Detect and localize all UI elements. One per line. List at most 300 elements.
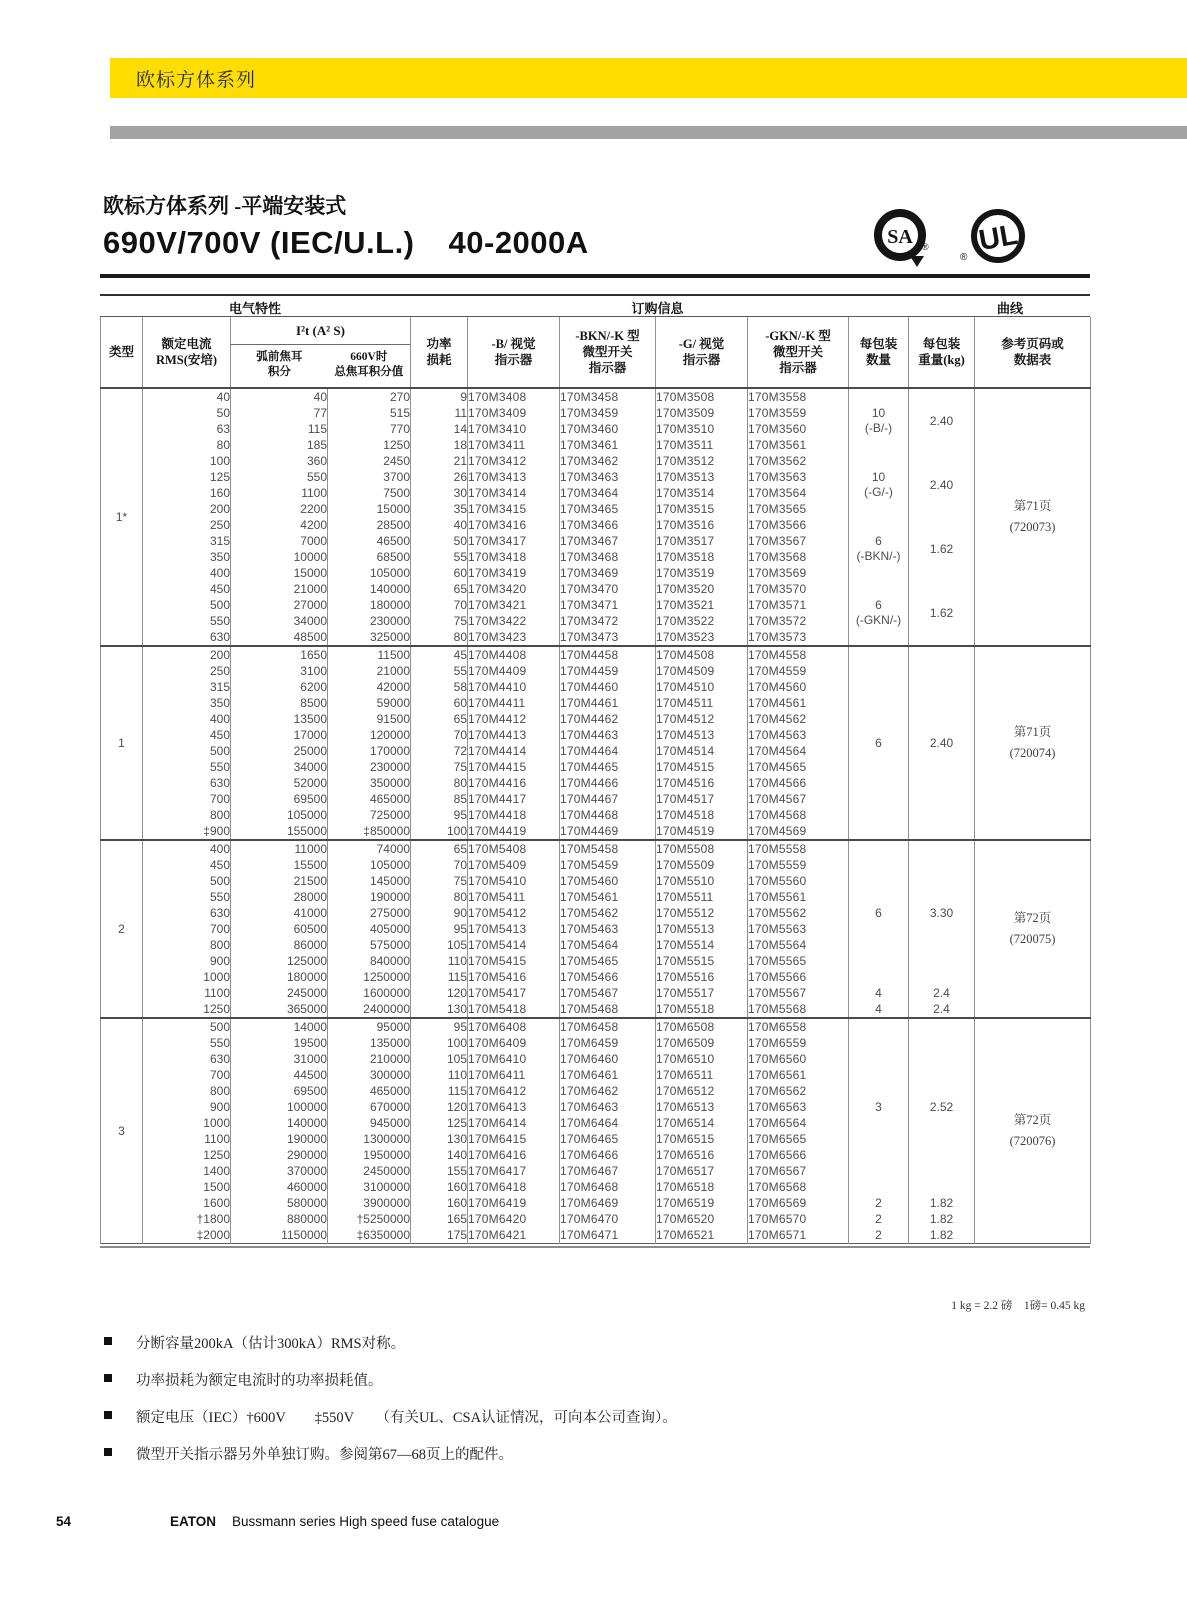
pack-qty-cell: 6 (-BKN/-) [849, 517, 909, 581]
power-loss-cell: 9 [411, 388, 468, 405]
part-number-g-cell: 170M6512 [656, 1083, 748, 1099]
pack-weight-cell: 2.4 [909, 985, 975, 1001]
power-loss-cell: 120 [411, 985, 468, 1001]
part-number-b-cell: 170M6412 [468, 1083, 560, 1099]
arc-i2t-cell: 140000 [231, 1115, 328, 1131]
fuse-type-cell: 1* [101, 388, 143, 646]
fuse-type-cell: 3 [101, 1018, 143, 1244]
pack-weight-cell: 2.4 [909, 1001, 975, 1018]
part-number-b-cell: 170M4419 [468, 823, 560, 840]
total-i2t-cell: 275000 [328, 905, 411, 921]
total-i2t-cell: 120000 [328, 727, 411, 743]
power-loss-cell: 95 [411, 921, 468, 937]
total-i2t-cell: 2400000 [328, 1001, 411, 1018]
table-row [101, 517, 1091, 533]
arc-i2t-cell: 2200 [231, 501, 328, 517]
footnote-text: 功率损耗为额定电流时的功率损耗值。 [136, 1373, 383, 1389]
arc-i2t-cell: 17000 [231, 727, 328, 743]
part-number-gkn-cell: 170M6562 [748, 1083, 849, 1099]
power-loss-cell: 18 [411, 437, 468, 453]
part-number-bkn-cell: 170M3471 [560, 597, 656, 613]
arc-i2t-cell: 365000 [231, 1001, 328, 1018]
total-i2t-cell: ‡6350000 [328, 1227, 411, 1244]
arc-i2t-cell: 69500 [231, 791, 328, 807]
arc-i2t-cell: 155000 [231, 823, 328, 840]
part-number-b-cell: 170M5415 [468, 953, 560, 969]
table-row [101, 1227, 1091, 1244]
total-i2t-cell: 515 [328, 405, 411, 421]
power-loss-cell: 30 [411, 485, 468, 501]
rated-current-cell: ‡900 [143, 823, 231, 840]
total-i2t-cell: 2450000 [328, 1163, 411, 1179]
rated-current-cell: 400 [143, 565, 231, 581]
part-number-gkn-cell: 170M6567 [748, 1163, 849, 1179]
col-header-indicator-bkn: -BKN/-K 型 微型开关 指示器 [560, 317, 656, 388]
part-number-gkn-cell: 170M3564 [748, 485, 849, 501]
part-number-b-cell: 170M5411 [468, 889, 560, 905]
part-number-b-cell: 170M3413 [468, 469, 560, 485]
part-number-g-cell: 170M3509 [656, 405, 748, 421]
part-number-g-cell: 170M6514 [656, 1115, 748, 1131]
part-number-b-cell: 170M4410 [468, 679, 560, 695]
rated-current-cell: 80 [143, 437, 231, 453]
part-number-gkn-cell: 170M3559 [748, 405, 849, 421]
power-loss-cell: 75 [411, 873, 468, 889]
page-subtitle [103, 225, 589, 261]
power-loss-cell: 45 [411, 646, 468, 663]
total-i2t-cell: 7500 [328, 485, 411, 501]
part-number-bkn-cell: 170M3467 [560, 533, 656, 549]
part-number-g-cell: 170M5518 [656, 1001, 748, 1018]
part-number-bkn-cell: 170M5463 [560, 921, 656, 937]
part-number-b-cell: 170M5418 [468, 1001, 560, 1018]
part-number-g-cell: 170M6518 [656, 1179, 748, 1195]
table-row [101, 1195, 1091, 1211]
fuse-table-wrap [100, 294, 1090, 1248]
rated-current-cell: 63 [143, 421, 231, 437]
part-number-gkn-cell: 170M4564 [748, 743, 849, 759]
table-row [101, 1211, 1091, 1227]
part-number-g-cell: 170M3522 [656, 613, 748, 629]
pack-qty-cell: 3 [849, 1018, 909, 1195]
part-number-b-cell: 170M3419 [468, 565, 560, 581]
part-number-b-cell: 170M5417 [468, 985, 560, 1001]
part-number-gkn-cell: 170M3566 [748, 517, 849, 533]
part-number-g-cell: 170M4513 [656, 727, 748, 743]
arc-i2t-cell: 460000 [231, 1179, 328, 1195]
rated-current-cell: 700 [143, 791, 231, 807]
svg-text:SA: SA [887, 226, 913, 248]
part-number-g-cell: 170M6516 [656, 1147, 748, 1163]
part-number-gkn-cell: 170M3572 [748, 613, 849, 629]
total-i2t-cell: 140000 [328, 581, 411, 597]
power-loss-cell: 80 [411, 629, 468, 646]
power-loss-cell: 14 [411, 421, 468, 437]
part-number-gkn-cell: 170M5560 [748, 873, 849, 889]
part-number-g-cell: 170M5517 [656, 985, 748, 1001]
part-number-gkn-cell: 170M3573 [748, 629, 849, 646]
part-number-bkn-cell: 170M3468 [560, 549, 656, 565]
power-loss-cell: 165 [411, 1211, 468, 1227]
part-number-bkn-cell: 170M6462 [560, 1083, 656, 1099]
part-number-gkn-cell: 170M6561 [748, 1067, 849, 1083]
arc-i2t-cell: 880000 [231, 1211, 328, 1227]
part-number-gkn-cell: 170M5568 [748, 1001, 849, 1018]
part-number-bkn-cell: 170M4461 [560, 695, 656, 711]
total-i2t-cell: 270 [328, 388, 411, 405]
power-loss-cell: 155 [411, 1163, 468, 1179]
fuse-table-body [101, 388, 1091, 1244]
rated-current-cell: 500 [143, 743, 231, 759]
total-i2t-cell: 3100000 [328, 1179, 411, 1195]
table-row [101, 840, 1091, 857]
part-number-gkn-cell: 170M6570 [748, 1211, 849, 1227]
part-number-gkn-cell: 170M4569 [748, 823, 849, 840]
rated-current-cell: 800 [143, 1083, 231, 1099]
rated-current-cell: 50 [143, 405, 231, 421]
part-number-g-cell: 170M3516 [656, 517, 748, 533]
part-number-b-cell: 170M3421 [468, 597, 560, 613]
col-header-arc-i2t: 弧前焦耳 积分 [256, 350, 303, 378]
col-header-pack-weight: 每包装 重量(kg) [909, 317, 975, 388]
rated-current-cell: 1500 [143, 1179, 231, 1195]
rated-current-cell: 400 [143, 711, 231, 727]
part-number-gkn-cell: 170M3570 [748, 581, 849, 597]
power-loss-cell: 95 [411, 807, 468, 823]
total-i2t-cell: 68500 [328, 549, 411, 565]
page-title-block [103, 190, 589, 261]
rated-current-cell: 1000 [143, 969, 231, 985]
part-number-gkn-cell: 170M5564 [748, 937, 849, 953]
pack-weight-cell: 1.62 [909, 517, 975, 581]
part-number-g-cell: 170M6517 [656, 1163, 748, 1179]
rated-current-cell: 125 [143, 469, 231, 485]
part-number-bkn-cell: 170M6469 [560, 1195, 656, 1211]
part-number-b-cell: 170M4416 [468, 775, 560, 791]
pack-weight-cell: 2.40 [909, 646, 975, 840]
part-number-bkn-cell: 170M5464 [560, 937, 656, 953]
part-number-gkn-cell: 170M6566 [748, 1147, 849, 1163]
power-loss-cell: 110 [411, 1067, 468, 1083]
part-number-bkn-cell: 170M3458 [560, 388, 656, 405]
fuse-type-cell: 2 [101, 840, 143, 1018]
part-number-g-cell: 170M5510 [656, 873, 748, 889]
part-number-g-cell: 170M6513 [656, 1099, 748, 1115]
total-i2t-cell: 180000 [328, 597, 411, 613]
col-header-pack-qty: 每包装 数量 [849, 317, 909, 388]
arc-i2t-cell: 180000 [231, 969, 328, 985]
rated-current-cell: 1600 [143, 1195, 231, 1211]
part-number-g-cell: 170M5516 [656, 969, 748, 985]
part-number-bkn-cell: 170M5458 [560, 840, 656, 857]
part-number-b-cell: 170M3408 [468, 388, 560, 405]
part-number-bkn-cell: 170M3461 [560, 437, 656, 453]
total-i2t-cell: ‡850000 [328, 823, 411, 840]
pack-qty-cell: 4 [849, 1001, 909, 1018]
footnote-item [104, 1369, 677, 1390]
power-loss-cell: 21 [411, 453, 468, 469]
total-i2t-cell: 1250 [328, 437, 411, 453]
rated-current-cell: 630 [143, 775, 231, 791]
arc-i2t-cell: 550 [231, 469, 328, 485]
arc-i2t-cell: 21000 [231, 581, 328, 597]
part-number-gkn-cell: 170M4568 [748, 807, 849, 823]
part-number-gkn-cell: 170M3563 [748, 469, 849, 485]
i2t-title: I²t (A² S) [231, 317, 410, 345]
power-loss-cell: 26 [411, 469, 468, 485]
arc-i2t-cell: 19500 [231, 1035, 328, 1051]
part-number-bkn-cell: 170M6459 [560, 1035, 656, 1051]
arc-i2t-cell: 10000 [231, 549, 328, 565]
voltage-rating: 690V/700V (IEC/U.L.) [103, 225, 415, 260]
rated-current-cell: 1100 [143, 1131, 231, 1147]
page-number: 54 [56, 1514, 72, 1529]
power-loss-cell: 70 [411, 857, 468, 873]
part-number-g-cell: 170M3521 [656, 597, 748, 613]
part-number-b-cell: 170M6417 [468, 1163, 560, 1179]
total-i2t-cell: 840000 [328, 953, 411, 969]
part-number-g-cell: 170M3514 [656, 485, 748, 501]
part-number-g-cell: 170M4518 [656, 807, 748, 823]
part-number-g-cell: 170M3520 [656, 581, 748, 597]
power-loss-cell: 55 [411, 663, 468, 679]
part-number-gkn-cell: 170M6558 [748, 1018, 849, 1035]
rated-current-cell: 1100 [143, 985, 231, 1001]
total-i2t-cell: 190000 [328, 889, 411, 905]
part-number-b-cell: 170M3412 [468, 453, 560, 469]
pack-weight-cell: 2.40 [909, 388, 975, 453]
part-number-b-cell: 170M3416 [468, 517, 560, 533]
gray-divider [110, 126, 1187, 139]
total-i2t-cell: 725000 [328, 807, 411, 823]
arc-i2t-cell: 15500 [231, 857, 328, 873]
rated-current-cell: 315 [143, 679, 231, 695]
pack-qty-cell: 10 (-G/-) [849, 453, 909, 517]
csa-logo [872, 208, 932, 268]
power-loss-cell: 105 [411, 937, 468, 953]
total-i2t-cell: 1600000 [328, 985, 411, 1001]
part-number-bkn-cell: 170M3462 [560, 453, 656, 469]
part-number-g-cell: 170M6519 [656, 1195, 748, 1211]
arc-i2t-cell: 7000 [231, 533, 328, 549]
rated-current-cell: 350 [143, 695, 231, 711]
part-number-g-cell: 170M3510 [656, 421, 748, 437]
part-number-bkn-cell: 170M3466 [560, 517, 656, 533]
power-loss-cell: 60 [411, 695, 468, 711]
part-number-gkn-cell: 170M4560 [748, 679, 849, 695]
total-i2t-cell: 145000 [328, 873, 411, 889]
svg-text:UL: UL [976, 218, 1021, 258]
col-header-total-i2t: 660V时 总焦耳积分值 [334, 350, 404, 378]
power-loss-cell: 115 [411, 1083, 468, 1099]
part-number-b-cell: 170M5412 [468, 905, 560, 921]
pack-qty-cell: 2 [849, 1195, 909, 1211]
rated-current-cell: 800 [143, 937, 231, 953]
power-loss-cell: 125 [411, 1115, 468, 1131]
power-loss-cell: 70 [411, 727, 468, 743]
part-number-gkn-cell: 170M3567 [748, 533, 849, 549]
col-header-reference: 参考页码或 数据表 [975, 317, 1091, 388]
part-number-b-cell: 170M3418 [468, 549, 560, 565]
power-loss-cell: 130 [411, 1001, 468, 1018]
fuse-table [100, 317, 1091, 1244]
arc-i2t-cell: 125000 [231, 953, 328, 969]
fuse-type-cell: 1 [101, 646, 143, 840]
part-number-b-cell: 170M4408 [468, 646, 560, 663]
part-number-b-cell: 170M3409 [468, 405, 560, 421]
part-number-b-cell: 170M6410 [468, 1051, 560, 1067]
power-loss-cell: 160 [411, 1179, 468, 1195]
total-i2t-cell: 1950000 [328, 1147, 411, 1163]
rated-current-cell: 100 [143, 453, 231, 469]
part-number-g-cell: 170M5508 [656, 840, 748, 857]
total-i2t-cell: 46500 [328, 533, 411, 549]
part-number-g-cell: 170M6520 [656, 1211, 748, 1227]
arc-i2t-cell: 44500 [231, 1067, 328, 1083]
part-number-bkn-cell: 170M3472 [560, 613, 656, 629]
part-number-b-cell: 170M6419 [468, 1195, 560, 1211]
rated-current-cell: 500 [143, 597, 231, 613]
part-number-g-cell: 170M6521 [656, 1227, 748, 1244]
part-number-bkn-cell: 170M6460 [560, 1051, 656, 1067]
part-number-bkn-cell: 170M6458 [560, 1018, 656, 1035]
rated-current-cell: 550 [143, 759, 231, 775]
arc-i2t-cell: 14000 [231, 1018, 328, 1035]
part-number-g-cell: 170M4512 [656, 711, 748, 727]
reference-cell: 第71页 (720073) [975, 388, 1091, 646]
pack-qty-cell: 4 [849, 985, 909, 1001]
part-number-bkn-cell: 170M3460 [560, 421, 656, 437]
part-number-bkn-cell: 170M4463 [560, 727, 656, 743]
arc-i2t-cell: 34000 [231, 759, 328, 775]
total-i2t-cell: 170000 [328, 743, 411, 759]
col-header-indicator-gkn: -GKN/-K 型 微型开关 指示器 [748, 317, 849, 388]
certification-logos [872, 208, 1032, 268]
footnote-text: 分断容量200kA（估计300kA）RMS对称。 [136, 1336, 406, 1352]
arc-i2t-cell: 100000 [231, 1099, 328, 1115]
arc-i2t-cell: 245000 [231, 985, 328, 1001]
power-loss-cell: 65 [411, 840, 468, 857]
part-number-bkn-cell: 170M5468 [560, 1001, 656, 1018]
arc-i2t-cell: 3100 [231, 663, 328, 679]
group-electrical: 电气特性 [228, 301, 281, 316]
pack-qty-cell: 10 (-B/-) [849, 388, 909, 453]
power-loss-cell: 65 [411, 711, 468, 727]
part-number-gkn-cell: 170M6560 [748, 1051, 849, 1067]
part-number-b-cell: 170M6411 [468, 1067, 560, 1083]
total-i2t-cell: 575000 [328, 937, 411, 953]
total-i2t-cell: 1250000 [328, 969, 411, 985]
part-number-g-cell: 170M4517 [656, 791, 748, 807]
arc-i2t-cell: 52000 [231, 775, 328, 791]
part-number-gkn-cell: 170M6563 [748, 1099, 849, 1115]
part-number-bkn-cell: 170M4460 [560, 679, 656, 695]
footnote-item [104, 1443, 677, 1464]
part-number-b-cell: 170M3410 [468, 421, 560, 437]
part-number-gkn-cell: 170M6559 [748, 1035, 849, 1051]
total-i2t-cell: 91500 [328, 711, 411, 727]
power-loss-cell: 140 [411, 1147, 468, 1163]
series-banner [110, 58, 1187, 98]
part-number-b-cell: 170M6414 [468, 1115, 560, 1131]
rated-current-cell: 630 [143, 905, 231, 921]
rated-current-cell: 250 [143, 517, 231, 533]
part-number-gkn-cell: 170M4563 [748, 727, 849, 743]
arc-i2t-cell: 8500 [231, 695, 328, 711]
part-number-gkn-cell: 170M6565 [748, 1131, 849, 1147]
part-number-bkn-cell: 170M5460 [560, 873, 656, 889]
arc-i2t-cell: 6200 [231, 679, 328, 695]
part-number-gkn-cell: 170M5559 [748, 857, 849, 873]
part-number-bkn-cell: 170M6465 [560, 1131, 656, 1147]
rated-current-cell: 250 [143, 663, 231, 679]
part-number-bkn-cell: 170M3465 [560, 501, 656, 517]
pack-weight-cell: 1.62 [909, 581, 975, 646]
footer-catalog-title: Bussmann series High speed fuse catalogue [232, 1514, 500, 1529]
total-i2t-cell: 770 [328, 421, 411, 437]
power-loss-cell: 115 [411, 969, 468, 985]
part-number-b-cell: 170M6408 [468, 1018, 560, 1035]
footnote-text: 微型开关指示器另外单独订购。参阅第67—68页上的配件。 [136, 1447, 513, 1463]
power-loss-cell: 70 [411, 597, 468, 613]
part-number-g-cell: 170M6511 [656, 1067, 748, 1083]
part-number-gkn-cell: 170M4567 [748, 791, 849, 807]
part-number-bkn-cell: 170M6470 [560, 1211, 656, 1227]
table-header-row [101, 317, 1091, 388]
part-number-gkn-cell: 170M3569 [748, 565, 849, 581]
part-number-g-cell: 170M4515 [656, 759, 748, 775]
rated-current-cell: 40 [143, 388, 231, 405]
power-loss-cell: 175 [411, 1227, 468, 1244]
rated-current-cell: 450 [143, 857, 231, 873]
arc-i2t-cell: 28000 [231, 889, 328, 905]
square-bullet-icon [104, 1448, 112, 1456]
total-i2t-cell: 945000 [328, 1115, 411, 1131]
reference-cell: 第72页 (720076) [975, 1018, 1091, 1244]
table-group-header [100, 294, 1090, 317]
footnote-item [104, 1406, 677, 1427]
part-number-bkn-cell: 170M4467 [560, 791, 656, 807]
power-loss-cell: 65 [411, 581, 468, 597]
power-loss-cell: 130 [411, 1131, 468, 1147]
part-number-g-cell: 170M5514 [656, 937, 748, 953]
total-i2t-cell: 2450 [328, 453, 411, 469]
part-number-gkn-cell: 170M5561 [748, 889, 849, 905]
part-number-g-cell: 170M3519 [656, 565, 748, 581]
arc-i2t-cell: 290000 [231, 1147, 328, 1163]
part-number-gkn-cell: 170M3568 [748, 549, 849, 565]
part-number-gkn-cell: 170M4558 [748, 646, 849, 663]
total-i2t-cell: 95000 [328, 1018, 411, 1035]
group-ordering: 订购信息 [631, 301, 684, 316]
rated-current-cell: 200 [143, 501, 231, 517]
rated-current-cell: 550 [143, 889, 231, 905]
arc-i2t-cell: 40 [231, 388, 328, 405]
part-number-g-cell: 170M3511 [656, 437, 748, 453]
total-i2t-cell: 350000 [328, 775, 411, 791]
part-number-gkn-cell: 170M5562 [748, 905, 849, 921]
power-loss-cell: 85 [411, 791, 468, 807]
arc-i2t-cell: 105000 [231, 807, 328, 823]
total-i2t-cell: 230000 [328, 759, 411, 775]
power-loss-cell: 40 [411, 517, 468, 533]
part-number-bkn-cell: 170M6463 [560, 1099, 656, 1115]
arc-i2t-cell: 31000 [231, 1051, 328, 1067]
rated-current-cell: †1800 [143, 1211, 231, 1227]
part-number-gkn-cell: 170M6569 [748, 1195, 849, 1211]
part-number-bkn-cell: 170M4459 [560, 663, 656, 679]
arc-i2t-cell: 580000 [231, 1195, 328, 1211]
